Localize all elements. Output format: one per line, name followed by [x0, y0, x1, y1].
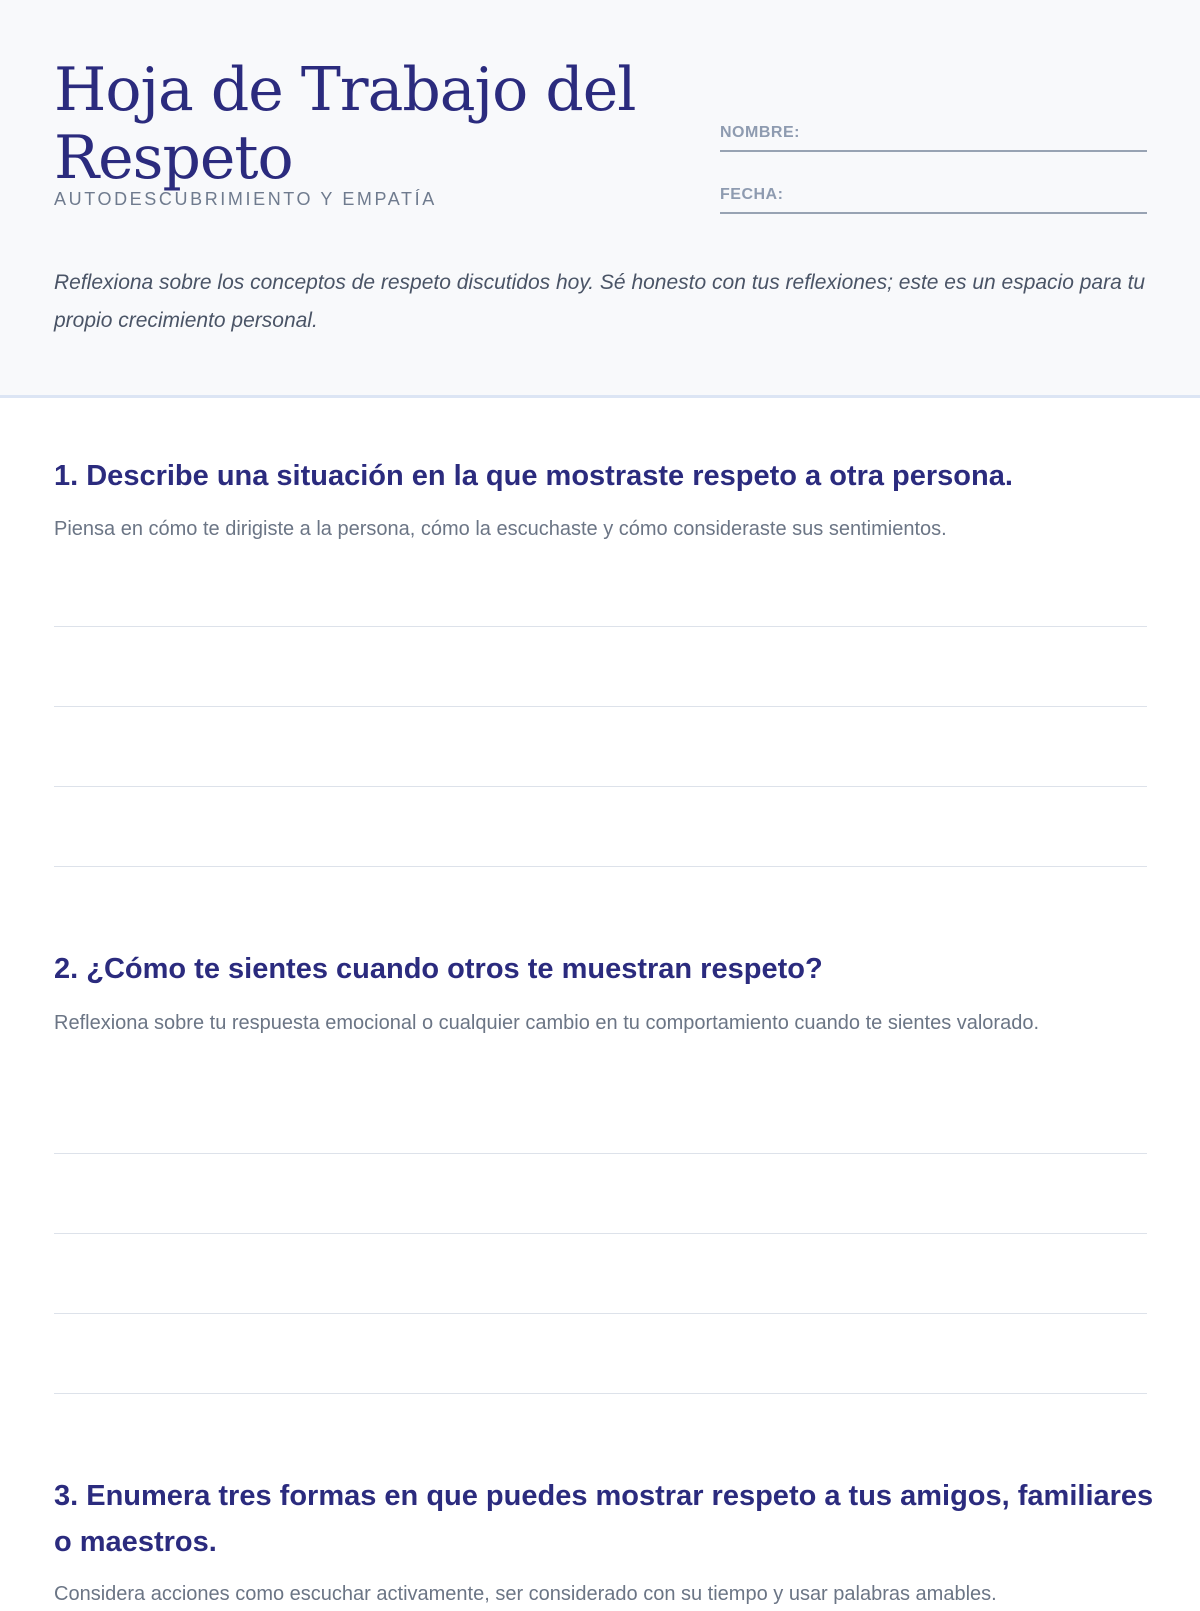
- question-2-hint: Reflexiona sobre tu respuesta emocional o cualquier cambio en tu comportamiento cuando te sientes valorado.: [54, 1012, 1040, 1034]
- question-2-answer-line-2[interactable]: [54, 1233, 1147, 1234]
- question-2-answer-line-3[interactable]: [54, 1313, 1147, 1314]
- intro-text: Reflexiona sobre los conceptos de respeto discutidos hoy. Sé honesto con tus reflexiones; este es un espacio para tu propio crecimiento personal.: [54, 271, 1146, 332]
- question-2-title: 2. ¿Cómo te sientes cuando otros te muestran respeto?: [54, 953, 823, 985]
- question-1-answer-line-3[interactable]: [54, 786, 1147, 787]
- question-1-answer-line-4[interactable]: [54, 866, 1147, 867]
- question-1-title: 1. Describe una situación en la que mostraste respeto a otra persona.: [54, 460, 1013, 492]
- question-2-answer-line-1[interactable]: [54, 1153, 1147, 1154]
- page-title: Hoja de Trabajo del Respeto: [54, 55, 636, 193]
- name-label: NOMBRE:: [720, 124, 800, 141]
- question-2-answer-line-4[interactable]: [54, 1393, 1147, 1394]
- question-3-hint: Considera acciones como escuchar activamente, ser considerado con su tiempo y usar palabras amables.: [54, 1583, 997, 1605]
- question-1-answer-line-2[interactable]: [54, 706, 1147, 707]
- question-1-hint: Piensa en cómo te dirigiste a la persona, cómo la escuchaste y cómo consideraste sus sentimientos.: [54, 518, 947, 540]
- worksheet-header: [0, 0, 1200, 398]
- question-3-title: 3. Enumera tres formas en que puedes mostrar respeto a tus amigos, familiares o maestros.: [54, 1480, 1154, 1558]
- date-field[interactable]: [720, 184, 1147, 214]
- date-label: FECHA:: [720, 186, 784, 203]
- question-1-answer-line-1[interactable]: [54, 626, 1147, 627]
- name-field[interactable]: [720, 122, 1147, 152]
- page-subtitle: AUTODESCUBRIMIENTO Y EMPATÍA: [54, 189, 437, 209]
